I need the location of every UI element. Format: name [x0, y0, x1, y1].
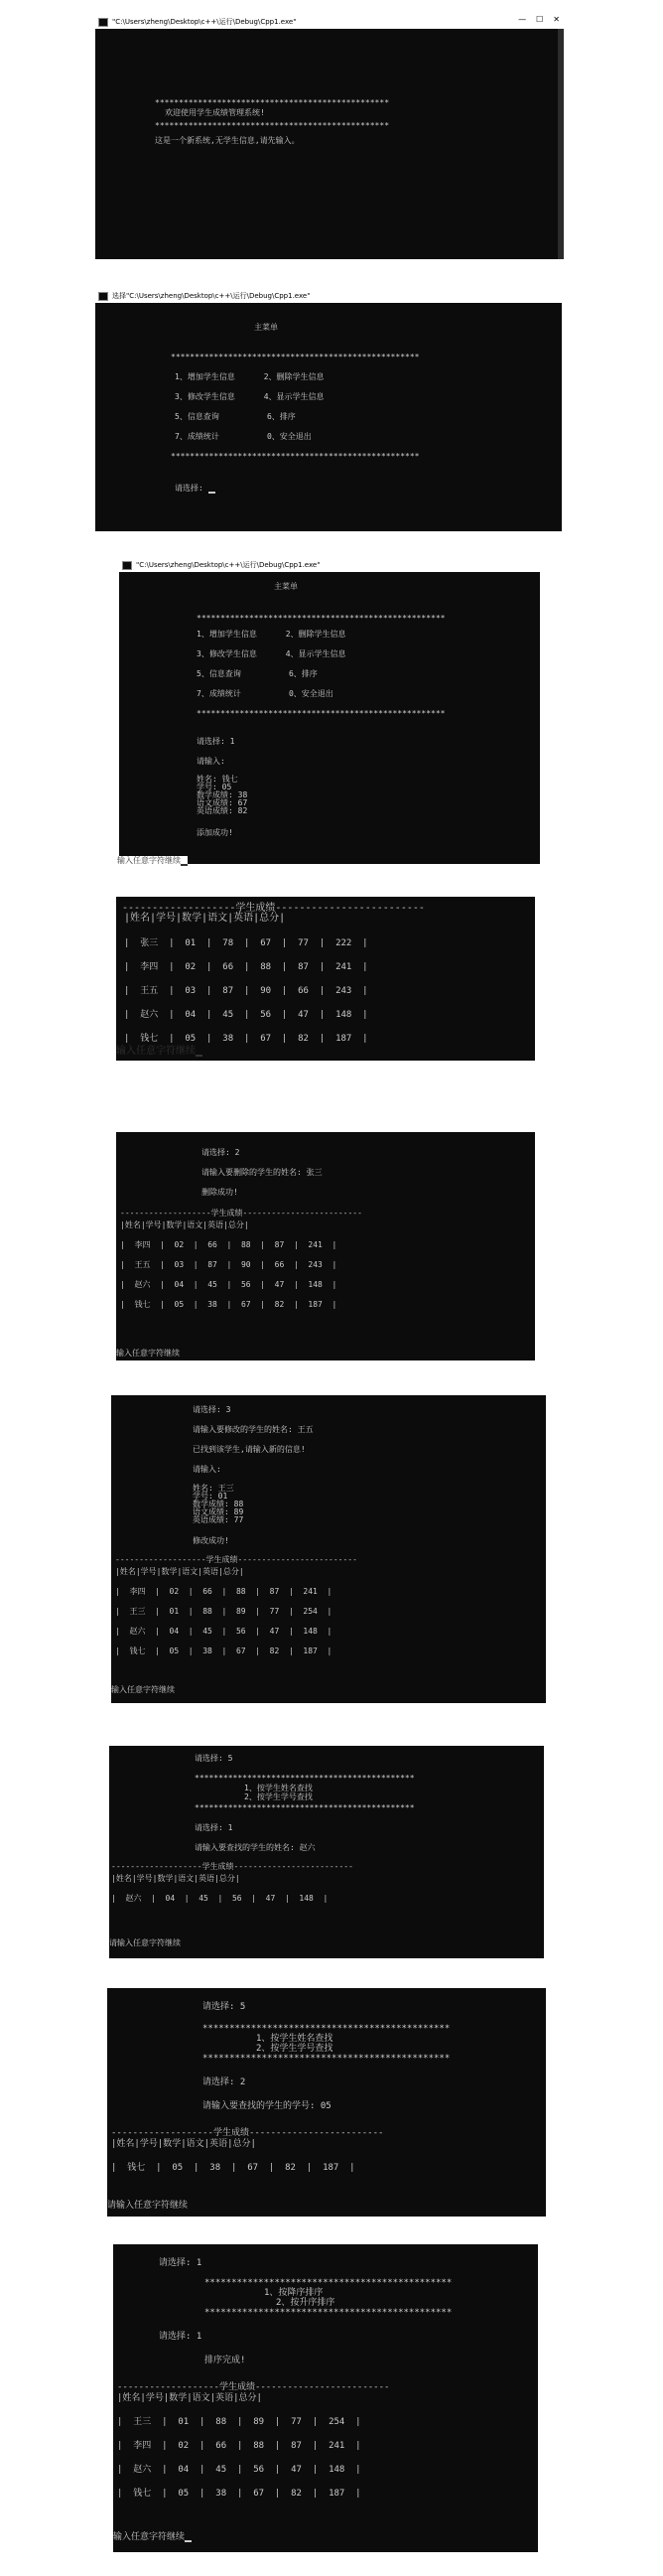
stars-line: ****************************************************: [171, 452, 420, 461]
continue-text: 输入任意字符继续: [113, 2532, 186, 2542]
console-body[interactable]: [95, 303, 562, 531]
found-text: 已找到该学生,请输入新的信息!: [193, 1445, 306, 1454]
menu-item: 5、信息查询 6、排序: [175, 412, 296, 421]
field-line: 语文成绩: 89: [193, 1507, 244, 1516]
stars-line: **********************************************: [202, 2024, 451, 2034]
table-header: |姓名|学号|数学|语文|英语|总分|: [111, 2139, 256, 2149]
minimize-icon[interactable]: —: [518, 15, 527, 24]
intro-text: 这是一个新系统,无学生信息,请先输入。: [155, 136, 300, 145]
stars-line: ****************************************************: [197, 709, 446, 718]
close-icon[interactable]: ✕: [553, 15, 560, 24]
option-text: 2、按学生学号查找: [244, 1792, 313, 1801]
input-text: 请输入:: [197, 757, 225, 766]
field-line: 姓名: 钱七: [197, 775, 238, 784]
window-title: "C:\Users\zheng\Desktop\c++\运行\Debug\Cpp1.exe": [136, 561, 321, 569]
text-cursor: [196, 1055, 202, 1057]
ask-text: 请输入要删除的学生的姓名: 张三: [201, 1168, 323, 1177]
table-caption: -------------------学生成绩-------------------------: [111, 1862, 353, 1871]
menu-item: 7、成绩统计 0、安全退出: [197, 689, 333, 698]
table-row: | 钱七 | 05 | 38 | 67 | 82 | 187 |: [115, 1646, 332, 1655]
stars-line: *************************************************: [155, 121, 390, 130]
ask-text: 请输入要查找的学生的学号: 05: [202, 2101, 332, 2111]
table-row: | 李四 | 02 | 66 | 88 | 87 | 241 |: [117, 2441, 361, 2451]
prompt-text: 请选择: 1: [159, 2332, 202, 2342]
maximize-icon[interactable]: ☐: [536, 15, 544, 24]
title-bar[interactable]: [95, 289, 562, 303]
window-title: "C:\Users\zheng\Desktop\c++\运行\Debug\Cpp1.exe": [112, 18, 297, 26]
field-line: 学号: 01: [193, 1492, 228, 1501]
done-text: 修改成功!: [193, 1536, 229, 1545]
prompt-text: 请选择: 3: [193, 1405, 231, 1414]
done-text: 删除成功!: [201, 1188, 238, 1197]
table-row: | 李四 | 02 | 66 | 88 | 87 | 241 |: [124, 962, 368, 972]
console-window-6[interactable]: [111, 1395, 546, 1703]
text-cursor: [181, 864, 188, 866]
continue-text: 输入任意字符继续: [116, 1349, 180, 1358]
success-text: 添加成功!: [197, 828, 233, 837]
prompt-text: 请选择: 1: [195, 1823, 233, 1832]
ask-text: 请输入要查找的学生的姓名: 赵六: [195, 1843, 316, 1852]
console-body[interactable]: [95, 29, 564, 259]
menu-item: 3、修改学生信息 4、显示学生信息: [197, 649, 346, 658]
input-text: 请输入:: [193, 1465, 221, 1474]
stars-line: ****************************************************: [197, 614, 446, 623]
table-header: |姓名|学号|数学|语文|英语|总分|: [117, 2393, 262, 2403]
option-text: 1、按学生姓名查找: [256, 2034, 333, 2044]
option-text: 1、按降序排序: [264, 2288, 324, 2298]
console-icon: [98, 18, 108, 27]
stars-line: **********************************************: [195, 1803, 415, 1812]
table-row: | 李四 | 02 | 66 | 88 | 87 | 241 |: [120, 1240, 337, 1249]
field-line: 英语成绩: 77: [193, 1515, 244, 1524]
welcome-text: 欢迎使用学生成绩管理系统!: [165, 108, 265, 117]
table-row: | 钱七 | 05 | 38 | 67 | 82 | 187 |: [117, 2489, 361, 2499]
continue-text: 输入任意字符继续: [111, 1685, 175, 1694]
field-line: 数学成绩: 88: [193, 1500, 244, 1508]
window-title: 选择"C:\Users\zheng\Desktop\c++\运行\Debug\Cpp1.exe": [112, 292, 311, 300]
table-caption: -------------------学生成绩-------------------------: [117, 2382, 390, 2392]
text-cursor: [185, 2540, 192, 2542]
table-header: |姓名|学号|数学|语文|英语|总分|: [115, 1567, 244, 1576]
menu-item: 7、成绩统计 0、安全退出: [175, 432, 312, 441]
table-row: | 赵六 | 04 | 45 | 56 | 47 | 148 |: [120, 1280, 337, 1289]
stars-line: **********************************************: [204, 2308, 453, 2318]
console-icon: [98, 292, 108, 301]
table-caption: -------------------学生成绩-------------------------: [115, 1555, 357, 1564]
prompt-text: 请选择: 1: [197, 737, 235, 746]
console-window-4[interactable]: [116, 897, 535, 1061]
field-line: 数学成绩: 38: [197, 790, 248, 799]
table-row: | 王五 | 03 | 87 | 90 | 66 | 243 |: [120, 1260, 337, 1269]
menu-item: 1、增加学生信息 2、删除学生信息: [197, 630, 346, 639]
prompt-text: 请选择: 5: [195, 1754, 233, 1763]
table-row: | 张三 | 01 | 78 | 67 | 77 | 222 |: [124, 938, 368, 948]
console-body[interactable]: [119, 572, 540, 864]
table-row: | 赵六 | 04 | 45 | 56 | 47 | 148 |: [115, 1627, 332, 1636]
prompt-text: 请选择: 2: [201, 1148, 240, 1157]
table-row: | 赵六 | 04 | 45 | 56 | 47 | 148 |: [117, 2465, 361, 2475]
prompt-line[interactable]: [175, 484, 215, 494]
table-row: | 钱七 | 05 | 38 | 67 | 82 | 187 |: [111, 2163, 355, 2173]
ask-text: 请输入要修改的学生的姓名: 王五: [193, 1425, 314, 1434]
table-header: |姓名|学号|数学|语文|英语|总分|: [111, 1874, 240, 1883]
table-row: | 赵六 | 04 | 45 | 56 | 47 | 148 |: [124, 1010, 368, 1020]
table-row: | 李四 | 02 | 66 | 88 | 87 | 241 |: [115, 1587, 332, 1596]
menu-heading: 主菜单: [254, 323, 278, 332]
option-text: 2、按学生学号查找: [256, 2044, 333, 2054]
console-window-8[interactable]: [107, 1988, 546, 2217]
continue-text: 请输入任意字符继续: [107, 2201, 189, 2211]
stars-line: **********************************************: [204, 2278, 453, 2288]
table-row: | 王五 | 03 | 87 | 90 | 66 | 243 |: [124, 986, 368, 996]
stars-line: ****************************************************: [171, 353, 420, 361]
field-line: 英语成绩: 82: [197, 806, 248, 815]
continue-label: 输入任意字符继续: [116, 1046, 196, 1057]
prompt-text: 请选择:: [175, 484, 203, 493]
done-text: 排序完成!: [204, 2356, 246, 2365]
menu-item: 3、修改学生信息 4、显示学生信息: [175, 392, 325, 401]
table-row: | 钱七 | 05 | 38 | 67 | 82 | 187 |: [124, 1034, 368, 1044]
continue-label: 输入任意字符继续: [117, 856, 181, 865]
title-bar[interactable]: [95, 15, 564, 29]
continue-text: [116, 1047, 202, 1057]
table-row: | 赵六 | 04 | 45 | 56 | 47 | 148 |: [111, 1894, 329, 1903]
console-window-7[interactable]: [109, 1746, 544, 1958]
prompt-text: 请选择: 2: [202, 2077, 246, 2087]
table-header: |姓名|学号|数学|语文|英语|总分|: [124, 913, 286, 924]
table-row: | 钱七 | 05 | 38 | 67 | 82 | 187 |: [120, 1300, 337, 1309]
field-line: 语文成绩: 67: [197, 798, 248, 807]
scrollbar[interactable]: [558, 29, 564, 259]
field-line: 姓名: 王三: [193, 1484, 234, 1493]
menu-item: 1、增加学生信息 2、删除学生信息: [175, 372, 325, 381]
console-window-5[interactable]: [116, 1132, 535, 1360]
continue-text: 请输入任意字符继续: [109, 1938, 181, 1947]
menu-heading: 主菜单: [274, 582, 298, 591]
prompt-text: 请选择: 1: [159, 2258, 202, 2268]
text-cursor: [208, 492, 215, 494]
console-window-9[interactable]: [113, 2244, 538, 2552]
table-caption: -------------------学生成绩-------------------------: [122, 903, 425, 914]
table-row: | 王三 | 01 | 88 | 89 | 77 | 254 |: [117, 2417, 361, 2427]
table-header: |姓名|学号|数学|语文|英语|总分|: [120, 1220, 249, 1229]
option-text: 1、按学生姓名查找: [244, 1784, 313, 1792]
table-caption: -------------------学生成绩-------------------------: [120, 1209, 362, 1217]
menu-item: 5、信息查询 6、排序: [197, 669, 318, 678]
continue-line: [113, 2532, 192, 2542]
table-caption: -------------------学生成绩-------------------------: [111, 2128, 384, 2138]
stars-line: **********************************************: [202, 2054, 451, 2064]
field-line: 学号: 05: [197, 783, 232, 791]
continue-text: [117, 856, 188, 866]
stars-line: **********************************************: [195, 1774, 415, 1783]
stars-line: *************************************************: [155, 98, 390, 107]
console-icon: [122, 561, 132, 570]
prompt-text: 请选择: 5: [202, 2002, 246, 2012]
option-text: 2、按升序排序: [276, 2298, 335, 2308]
title-bar[interactable]: [119, 558, 540, 572]
table-row: | 王三 | 01 | 88 | 89 | 77 | 254 |: [115, 1607, 332, 1616]
